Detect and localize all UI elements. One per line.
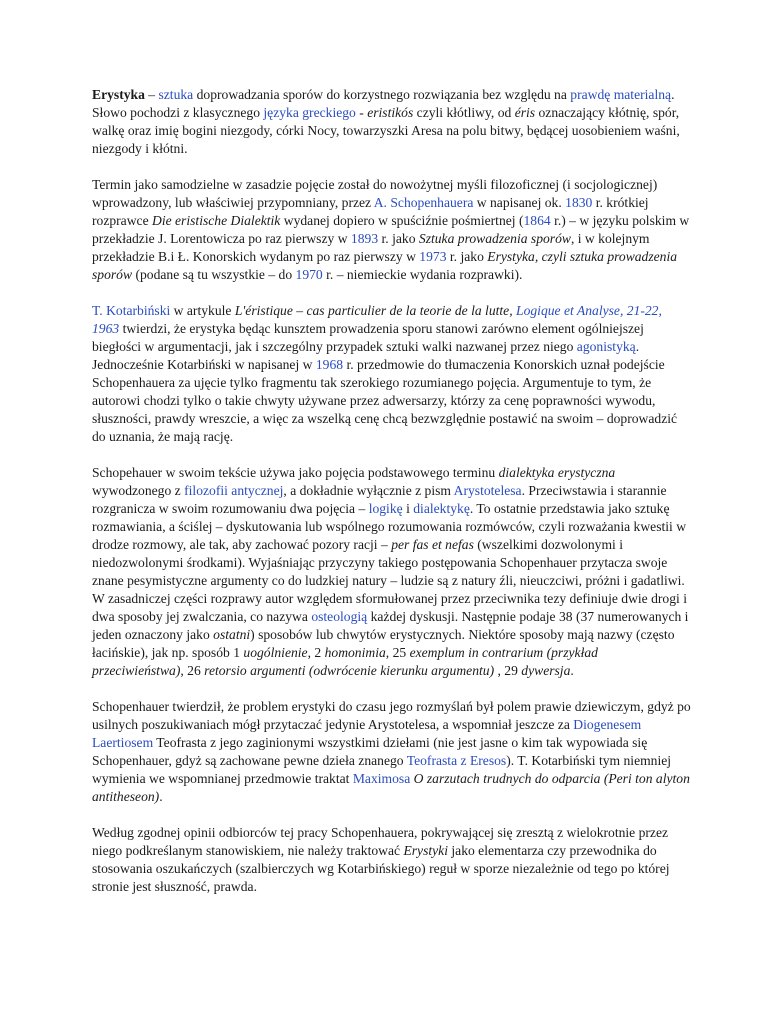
text: i bbox=[402, 501, 414, 516]
paragraph-opinion bbox=[92, 824, 692, 896]
italic-text: dywersja bbox=[521, 663, 571, 678]
link-kotarbinski[interactable]: T. Kotarbiński bbox=[92, 303, 171, 318]
text: - bbox=[355, 105, 368, 120]
italic-text: ostatni bbox=[213, 627, 251, 642]
link-dialektyka[interactable]: dialektykę bbox=[413, 501, 470, 516]
paragraph-definition bbox=[92, 86, 692, 158]
text: r.) – w języku polskim w przekładzie J. Lorentowicza po raz pierwszy w bbox=[92, 213, 690, 246]
text: , 26 bbox=[180, 663, 205, 678]
text: , 2 bbox=[307, 645, 325, 660]
link-1973[interactable]: 1973 bbox=[419, 249, 447, 264]
text: oznaczający kłótnię, spór, walkę oraz imię bogini niezgody, córki Nocy, towarzyszki Aresa na polu bitwy, będącej uosobieniem waśni, niezgody i kłótni. bbox=[92, 105, 680, 156]
italic-text: L'éristique – cas particulier de la teorie de la lutte, bbox=[234, 303, 517, 318]
text: ) sposobów lub chwytów erystycznych. Niektóre sposoby mają nazwy (często łacińskie), jak np. sposób 1 bbox=[92, 627, 675, 660]
italic-text: éris bbox=[514, 105, 536, 120]
term-erystyka: Erystyka bbox=[92, 87, 145, 102]
italic-text: exemplum in contrarium (przykład przeciwieństwa) bbox=[92, 645, 598, 678]
text: , 25 bbox=[385, 645, 410, 660]
link-teofrast[interactable]: Teofrasta z Eresos bbox=[406, 753, 507, 768]
text: . Słowo pochodzi z klasycznego bbox=[92, 87, 675, 120]
paragraph-kotarbinski bbox=[92, 302, 692, 446]
link-filozofia-antyczna[interactable]: filozofii antycznej bbox=[184, 483, 284, 498]
text: twierdzi, że erystyka będąc kunsztem prowadzenia sporu stanowi zarówno element ogólniejszej biegłości w argumentacji, jak i szczególny przypadek sztuki walki nazwanej przez niego bbox=[92, 321, 644, 354]
text: , i w kolejnym przekładzie B.i Ł. Konorskich wydanym po raz pierwszy w bbox=[92, 231, 650, 264]
link-1830[interactable]: 1830 bbox=[565, 195, 593, 210]
text: r. – niemieckie wydania rozprawki). bbox=[322, 267, 523, 282]
link-prawda-materialna[interactable]: prawdę materialną bbox=[570, 87, 672, 102]
text: (wszelkimi dozwolonymi i niedozwolonymi środkami). Wyjaśniając przyczyny takiego postępowania Schopenhauer przytacza swoje znane pesymistyczne argumenty co do ludzkiej natury – ludzie są z natury źli, nieuczciwi, próżni i gadatliwi. W zasadniczej części rozprawy autor względem sformułowanej przez przeciwnika tezy definiuje dwie drogi i dwa sposoby jej zwalczania, co nazywa bbox=[92, 537, 687, 624]
text: . To ostatnie przedstawia jako sztukę rozmawiania, a ściślej – dyskutowania lub wspólnego rozumowania rozmówców, czyli rozważania kwestii w drodze rozmowy, ale tak, aby zachować pozory racji – bbox=[92, 501, 687, 552]
text: Teofrasta z jego zaginionymi wszystkimi dziełami (nie jest jasne o kim tak wypowiada się Schopenhauer, gdyż są zachowane pewne dzieła znanego bbox=[92, 735, 648, 768]
link-1970[interactable]: 1970 bbox=[295, 267, 323, 282]
text: ). T. Kotarbiński tym niemniej wymienia we wspomnianej przedmowie traktat bbox=[92, 753, 672, 786]
text: . Przeciwstawia i starannie rozgranicza w swoim rozumowaniu dwa pojęcia – bbox=[92, 483, 667, 516]
text: r. krótkiej rozprawce bbox=[92, 195, 649, 228]
text: Według zgodnej opinii odbiorców tej pracy Schopenhauera, pokrywającej się zresztą z wielokrotnie przez niego podkreślanym stanowiskiem, nie należy traktować bbox=[92, 825, 669, 858]
text: Schopehauer w swoim tekście używa jako pojęcia podstawowego terminu bbox=[92, 465, 499, 480]
text: doprowadzania sporów do korzystnego rozwiązania bez względu na bbox=[193, 87, 571, 102]
link-osteologia[interactable]: osteologią bbox=[311, 609, 368, 624]
document-body bbox=[92, 86, 692, 914]
italic-text: retorsio argumenti (odwrócenie kierunku argumentu) bbox=[204, 663, 495, 678]
text: . bbox=[570, 663, 574, 678]
text: . bbox=[159, 789, 163, 804]
text: Schopenhauer twierdził, że problem erystyki do czasu jego rozmyślań był polem prawie dziewiczym, gdyż po usilnych poszukiwaniach mógł przytaczać jedynie Arystotelesa, a wspomniał jeszcze za bbox=[92, 699, 691, 732]
text: wywodzonego z bbox=[92, 483, 185, 498]
text: , a dokładnie wyłącznie z pism bbox=[283, 483, 454, 498]
text: wydanej dopiero w spuściźnie pośmiertnej ( bbox=[280, 213, 524, 228]
paragraph-sources bbox=[92, 698, 692, 806]
italic-text: uogólnienie bbox=[243, 645, 308, 660]
italic-link-text: Logique et Analyse, 21-22, 1963 bbox=[92, 303, 662, 336]
italic-text: dialektyka erystyczna bbox=[498, 465, 616, 480]
text: w artykule bbox=[170, 303, 235, 318]
text: r. przedmowie do tłumaczenia Konorskich uznał podejście Schopenhauera za ujęcie tylko fragmentu tak szerokiego rozumianego pojęcia. Argumentuje to tym, że autorowi chodzi tylko o takie chwyty używane przez adwersarzy, którzy za cenę poprawności wywodu, słuszności, prawdy wreszcie, a więc za wszelką cenę chcą bezwzględnie postawić na swoim – doprowadzić do uznania, że mają rację. bbox=[92, 357, 678, 444]
text: . Jednocześnie Kotarbiński w napisanej w bbox=[92, 339, 640, 372]
text: – bbox=[144, 87, 159, 102]
link-1893[interactable]: 1893 bbox=[350, 231, 379, 246]
link-sztuka[interactable]: sztuka bbox=[158, 87, 194, 102]
link-schopenhauer[interactable]: A. Schopenhauera bbox=[373, 195, 474, 210]
italic-text: Erystyki bbox=[403, 843, 448, 858]
text: , 29 bbox=[494, 663, 522, 678]
text: r. jako bbox=[378, 231, 419, 246]
text: Termin jako samodzielne w zasadzie pojęcie został do nowożytnej myśli filozoficznej (i socjologicznej) wprowadzony, lub właściwiej przypomniany, przez bbox=[92, 177, 658, 210]
link-diogenes-laertios[interactable]: Diogenesem Laertiosem bbox=[92, 717, 642, 750]
link-1864[interactable]: 1864 bbox=[523, 213, 551, 228]
link-maximos[interactable]: Maximosa bbox=[352, 771, 411, 786]
italic-text: eristikós bbox=[367, 105, 414, 120]
italic-text: homonimia bbox=[324, 645, 386, 660]
italic-text: Die eristische Dialektik bbox=[152, 213, 281, 228]
text: jako elementarza czy przewodnika do stosowania oszukańczych (szalbierczych wg Kotarbińskiego) reguł w sporze niezależnie od tego po której stronie jest słuszność, prawda. bbox=[92, 843, 670, 894]
italic-text: O zarzutach trudnych do odparcia (Peri ton alyton antitheseon) bbox=[92, 771, 690, 804]
link-agonistyka[interactable]: agonistyką bbox=[576, 339, 636, 354]
italic-text: Erystyka, czyli sztuka prowadzenia sporów bbox=[92, 249, 678, 282]
link-logika[interactable]: logikę bbox=[368, 501, 403, 516]
link-1968[interactable]: 1968 bbox=[315, 357, 344, 372]
text: r. jako bbox=[446, 249, 488, 264]
italic-text: Sztuka prowadzenia sporów bbox=[418, 231, 571, 246]
text: każdej dyskusji. Następnie podaje 38 (37 numerowanych i jeden oznaczony jako bbox=[92, 609, 689, 642]
link-jezyk-grecki[interactable]: języka greckiego bbox=[263, 105, 356, 120]
link-arystoteles[interactable]: Arystotelesa bbox=[453, 483, 522, 498]
paragraph-history bbox=[92, 176, 692, 284]
text: w napisanej ok. bbox=[473, 195, 566, 210]
text: czyli kłótliwy, od bbox=[413, 105, 515, 120]
paragraph-dialectics bbox=[92, 464, 692, 680]
text: (podane są tu wszystkie – do bbox=[132, 267, 296, 282]
italic-text: per fas et nefas bbox=[391, 537, 474, 552]
